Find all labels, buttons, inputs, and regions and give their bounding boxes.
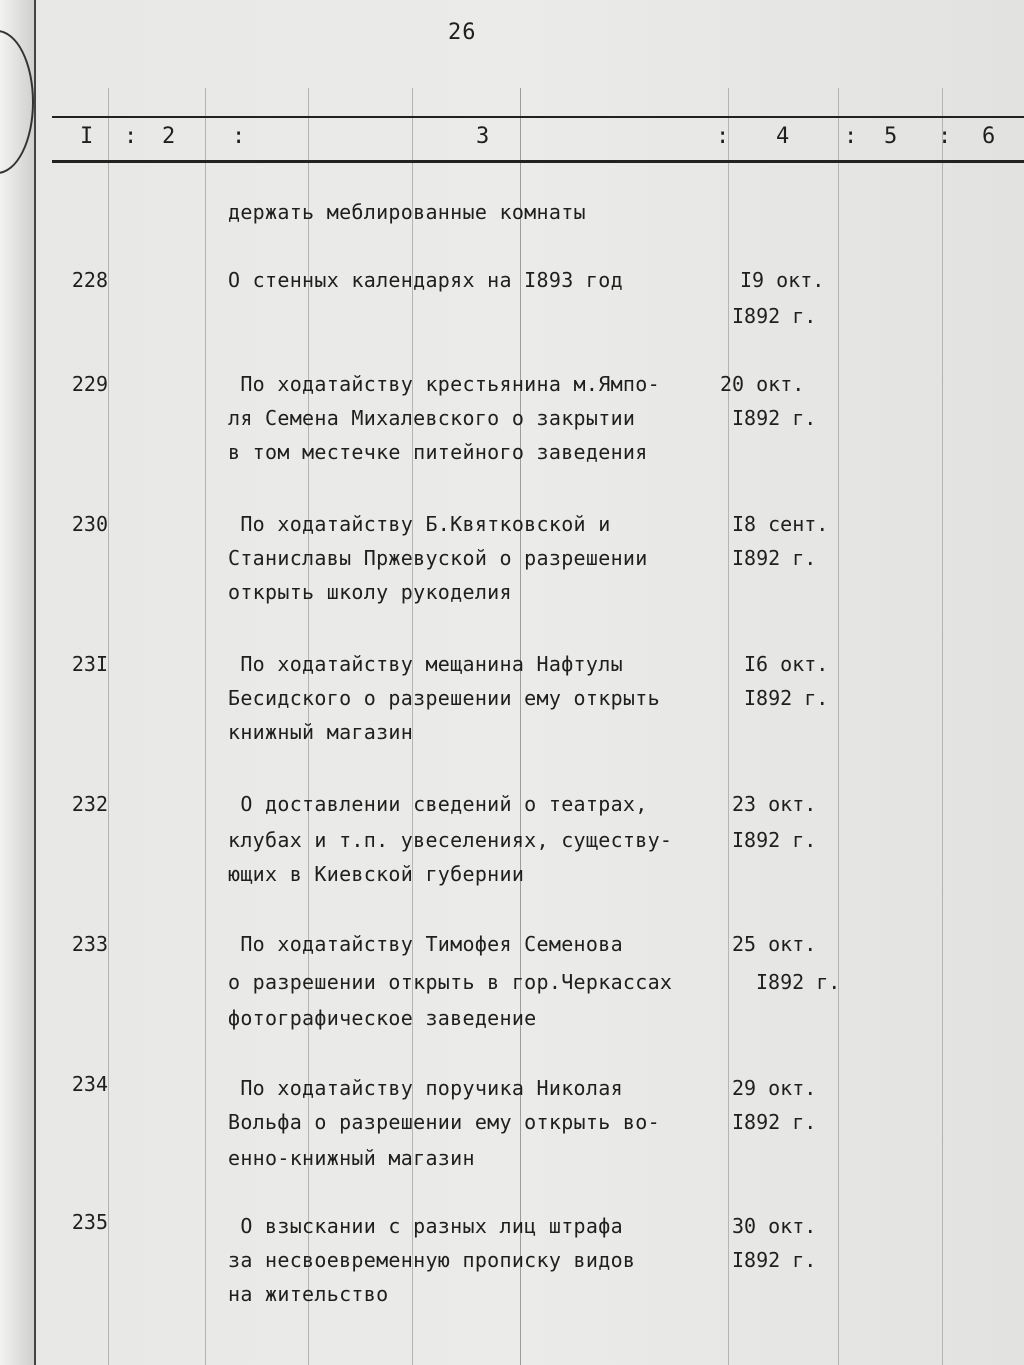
entry-date-day: 30 окт. xyxy=(732,1214,817,1238)
entry-date-year: I892 г. xyxy=(732,546,817,570)
entry-title-line: По ходатайству Тимофея Семенова xyxy=(228,932,623,956)
entry-number: 23I xyxy=(71,652,108,676)
header-col-6: 6 xyxy=(982,124,996,149)
entry-title-line: О доставлении сведений о театрах, xyxy=(228,792,648,816)
entry-date-day: 25 окт. xyxy=(732,932,817,956)
entry-date-day: 20 окт. xyxy=(720,372,805,396)
column-divider xyxy=(108,88,109,1365)
entry-number: 229 xyxy=(71,372,108,396)
entry-date-year: I892 г. xyxy=(732,1110,817,1134)
entry-date-day: 29 окт. xyxy=(732,1076,817,1100)
column-divider xyxy=(205,88,206,1365)
header-col-5: 5 xyxy=(884,124,898,149)
header-rule-bottom xyxy=(52,160,1024,163)
entry-title-line: По ходатайству поручика Николая xyxy=(228,1076,623,1100)
entry-date-year: I892 г. xyxy=(744,686,829,710)
header-sep: : xyxy=(938,124,952,149)
column-divider xyxy=(838,88,839,1365)
entry-number: 228 xyxy=(71,268,108,292)
entry-title-line: О стенных календарях на I893 год xyxy=(228,268,623,292)
entry-number: 233 xyxy=(71,932,108,956)
entry-title-line: в том местечке питейного заведения xyxy=(228,440,648,464)
entry-title-line: По ходатайству мещанина Нафтулы xyxy=(228,652,623,676)
page-number: 26 xyxy=(448,20,477,45)
entry-title-line: Станиславы Пржевуской о разрешении xyxy=(228,546,648,570)
entry-date-day: I9 окт. xyxy=(740,268,825,292)
header-sep: : xyxy=(232,124,246,149)
entry-date-year: I892 г. xyxy=(732,406,817,430)
header-sep: : xyxy=(716,124,730,149)
entry-title-line: на жительство xyxy=(228,1282,389,1306)
column-divider xyxy=(942,88,943,1365)
continuation-text: держать меблированные комнаты xyxy=(228,200,586,224)
binding-edge xyxy=(0,0,36,1365)
entry-date-day: I6 окт. xyxy=(744,652,829,676)
entry-title-line: О взыскании с разных лиц штрафа xyxy=(228,1214,623,1238)
entry-number: 230 xyxy=(71,512,108,536)
entry-title-line: за несвоевременную прописку видов xyxy=(228,1248,636,1272)
entry-title-line: ющих в Киевской губернии xyxy=(228,862,525,886)
entry-title-line: По ходатайству Б.Квятковской и xyxy=(228,512,611,536)
entry-date-day: 23 окт. xyxy=(732,792,817,816)
header-rule-top xyxy=(52,116,1024,118)
entry-number: 235 xyxy=(71,1210,108,1234)
entry-title-line: книжный магазин xyxy=(228,720,414,744)
entry-date-year: I892 г. xyxy=(732,828,817,852)
header-col-1: I xyxy=(80,124,94,149)
entry-title-line: о разрешении открыть в гор.Черкассах xyxy=(228,970,673,994)
entry-number: 234 xyxy=(71,1072,108,1096)
entry-date-year: I892 г. xyxy=(732,304,817,328)
header-sep: : xyxy=(124,124,138,149)
entry-title-line: енно-книжный магазин xyxy=(228,1146,475,1170)
entry-title-line: Бесидского о разрешении ему открыть xyxy=(228,686,660,710)
column-divider xyxy=(728,88,729,1365)
entry-title-line: фотографическое заведение xyxy=(228,1006,537,1030)
entry-date-year: I892 г. xyxy=(732,1248,817,1272)
header-col-2: 2 xyxy=(162,124,176,149)
entry-date-year: I892 г. xyxy=(756,970,841,994)
entry-date-day: I8 сент. xyxy=(732,512,829,536)
entry-title-line: открыть школу рукоделия xyxy=(228,580,512,604)
entry-title-line: клубах и т.п. увеселениях, существу- xyxy=(228,828,673,852)
entry-title-line: Вольфа о разрешении ему открыть во- xyxy=(228,1110,660,1134)
entry-title-line: По ходатайству крестьянина м.Ямпо- xyxy=(228,372,660,396)
entry-title-line: ля Семена Михалевского о закрытии xyxy=(228,406,636,430)
entry-number: 232 xyxy=(71,792,108,816)
header-sep: : xyxy=(844,124,858,149)
header-col-3: 3 xyxy=(476,124,490,149)
header-col-4: 4 xyxy=(776,124,790,149)
